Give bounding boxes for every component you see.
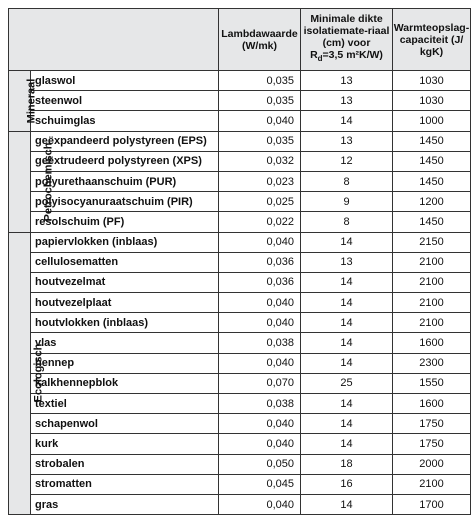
- warmte-value: 1600: [393, 333, 471, 353]
- lambda-value: 0,036: [219, 252, 301, 272]
- dikte-value: 25: [301, 373, 393, 393]
- lambda-value: 0,040: [219, 232, 301, 252]
- table-row: [9, 454, 471, 474]
- material-name: vlas: [31, 333, 219, 353]
- warmte-value: 2100: [393, 272, 471, 292]
- dikte-value: 14: [301, 272, 393, 292]
- table-row: [9, 333, 471, 353]
- lambda-value: 0,035: [219, 91, 301, 111]
- lambda-value: 0,040: [219, 293, 301, 313]
- warmte-value: 1030: [393, 71, 471, 91]
- material-name: kalkhennepblok: [31, 373, 219, 393]
- table-row: [9, 71, 471, 91]
- material-name: hennep: [31, 353, 219, 373]
- material-name: schuimglas: [31, 111, 219, 131]
- table-row: [9, 131, 471, 151]
- warmte-value: 1750: [393, 414, 471, 434]
- table-body: [9, 71, 471, 515]
- lambda-value: 0,032: [219, 151, 301, 171]
- dikte-value: 9: [301, 192, 393, 212]
- lambda-value: 0,040: [219, 313, 301, 333]
- material-name: gras: [31, 494, 219, 514]
- dikte-value: 14: [301, 414, 393, 434]
- dikte-value: 12: [301, 151, 393, 171]
- warmte-value: 1450: [393, 151, 471, 171]
- dikte-value: 8: [301, 171, 393, 191]
- dikte-value: 14: [301, 313, 393, 333]
- lambda-value: 0,040: [219, 434, 301, 454]
- warmte-value: 1600: [393, 394, 471, 414]
- material-name: textiel: [31, 394, 219, 414]
- material-name: houtvezelmat: [31, 272, 219, 292]
- dikte-value: 13: [301, 252, 393, 272]
- dikte-value: 14: [301, 353, 393, 373]
- table-row: [9, 252, 471, 272]
- dikte-value: 13: [301, 131, 393, 151]
- group-label-cell: [9, 232, 45, 515]
- dikte-value: 14: [301, 434, 393, 454]
- material-name: polyisocyanuraatschuim (PIR): [31, 192, 219, 212]
- table-row: [9, 151, 471, 171]
- material-name: resolschuim (PF): [31, 212, 219, 232]
- lambda-value: 0,038: [219, 333, 301, 353]
- dikte-value: 14: [301, 293, 393, 313]
- lambda-value: 0,023: [219, 171, 301, 191]
- group-label: Ecologisch: [32, 343, 45, 403]
- lambda-value: 0,040: [219, 414, 301, 434]
- warmte-value: 2000: [393, 454, 471, 474]
- header-row: [9, 9, 471, 71]
- dikte-value: 8: [301, 212, 393, 232]
- header-dikte-text: Minimale dikte isolatiemate-riaal (cm) voor: [303, 13, 390, 50]
- header-lambda: Lambdawaarde (W/mk): [219, 9, 301, 71]
- group-label: Petrochemisch: [42, 142, 55, 221]
- table-row: [9, 373, 471, 393]
- dikte-value: 14: [301, 232, 393, 252]
- warmte-value: 1200: [393, 192, 471, 212]
- lambda-value: 0,040: [219, 494, 301, 514]
- insulation-table-container: [8, 8, 470, 515]
- header-warmte: Warmteopslag-capaciteit (J/ kgK): [393, 9, 471, 71]
- lambda-value: 0,040: [219, 111, 301, 131]
- warmte-value: 2100: [393, 252, 471, 272]
- warmte-value: 1450: [393, 171, 471, 191]
- dikte-value: 14: [301, 333, 393, 353]
- lambda-value: 0,038: [219, 394, 301, 414]
- header-blank: [9, 9, 219, 71]
- material-name: geëxpandeerd polystyreen (EPS): [31, 131, 219, 151]
- material-name: steenwol: [31, 91, 219, 111]
- material-name: papiervlokken (inblaas): [31, 232, 219, 252]
- warmte-value: 1450: [393, 131, 471, 151]
- warmte-value: 2150: [393, 232, 471, 252]
- dikte-value: 13: [301, 91, 393, 111]
- dikte-value: 14: [301, 394, 393, 414]
- lambda-value: 0,070: [219, 373, 301, 393]
- table-row: [9, 293, 471, 313]
- lambda-value: 0,035: [219, 131, 301, 151]
- material-name: houtvezelplaat: [31, 293, 219, 313]
- material-name: glaswol: [31, 71, 219, 91]
- header-dikte-sub: d: [317, 54, 323, 64]
- warmte-value: 2100: [393, 293, 471, 313]
- warmte-value: 1450: [393, 212, 471, 232]
- warmte-value: 1750: [393, 434, 471, 454]
- table-row: [9, 272, 471, 292]
- header-dikte: [301, 9, 393, 71]
- material-name: stromatten: [31, 474, 219, 494]
- table-row: [9, 434, 471, 454]
- header-dikte-unit: =3,5 m²K/W): [322, 49, 383, 62]
- lambda-value: 0,045: [219, 474, 301, 494]
- dikte-value: 16: [301, 474, 393, 494]
- warmte-value: 1000: [393, 111, 471, 131]
- table-row: [9, 192, 471, 212]
- lambda-value: 0,050: [219, 454, 301, 474]
- table-row: [9, 313, 471, 333]
- warmte-value: 2100: [393, 474, 471, 494]
- header-dikte-r: R: [310, 49, 318, 62]
- table-row: [9, 353, 471, 373]
- group-label: Mineraal: [25, 78, 38, 124]
- table-row: [9, 474, 471, 494]
- table-row: [9, 171, 471, 191]
- lambda-value: 0,035: [219, 71, 301, 91]
- material-name: cellulosematten: [31, 252, 219, 272]
- warmte-value: 1030: [393, 91, 471, 111]
- table-row: [9, 414, 471, 434]
- group-label-cell: [9, 71, 38, 132]
- table-row: [9, 111, 471, 131]
- material-name: strobalen: [31, 454, 219, 474]
- warmte-value: 2300: [393, 353, 471, 373]
- table-row: [9, 232, 471, 252]
- dikte-value: 18: [301, 454, 393, 474]
- lambda-value: 0,022: [219, 212, 301, 232]
- material-name: schapenwol: [31, 414, 219, 434]
- warmte-value: 1700: [393, 494, 471, 514]
- lambda-value: 0,040: [219, 353, 301, 373]
- dikte-value: 14: [301, 111, 393, 131]
- table-row: [9, 212, 471, 232]
- table-row: [9, 91, 471, 111]
- material-name: geëxtrudeerd polystyreen (XPS): [31, 151, 219, 171]
- group-label-cell: [9, 131, 55, 232]
- warmte-value: 2100: [393, 313, 471, 333]
- table-row: [9, 494, 471, 514]
- material-name: kurk: [31, 434, 219, 454]
- insulation-table: [8, 8, 471, 515]
- warmte-value: 1550: [393, 373, 471, 393]
- table-row: [9, 394, 471, 414]
- lambda-value: 0,025: [219, 192, 301, 212]
- lambda-value: 0,036: [219, 272, 301, 292]
- material-name: houtvlokken (inblaas): [31, 313, 219, 333]
- dikte-value: 13: [301, 71, 393, 91]
- dikte-value: 14: [301, 494, 393, 514]
- material-name: polyurethaanschuim (PUR): [31, 171, 219, 191]
